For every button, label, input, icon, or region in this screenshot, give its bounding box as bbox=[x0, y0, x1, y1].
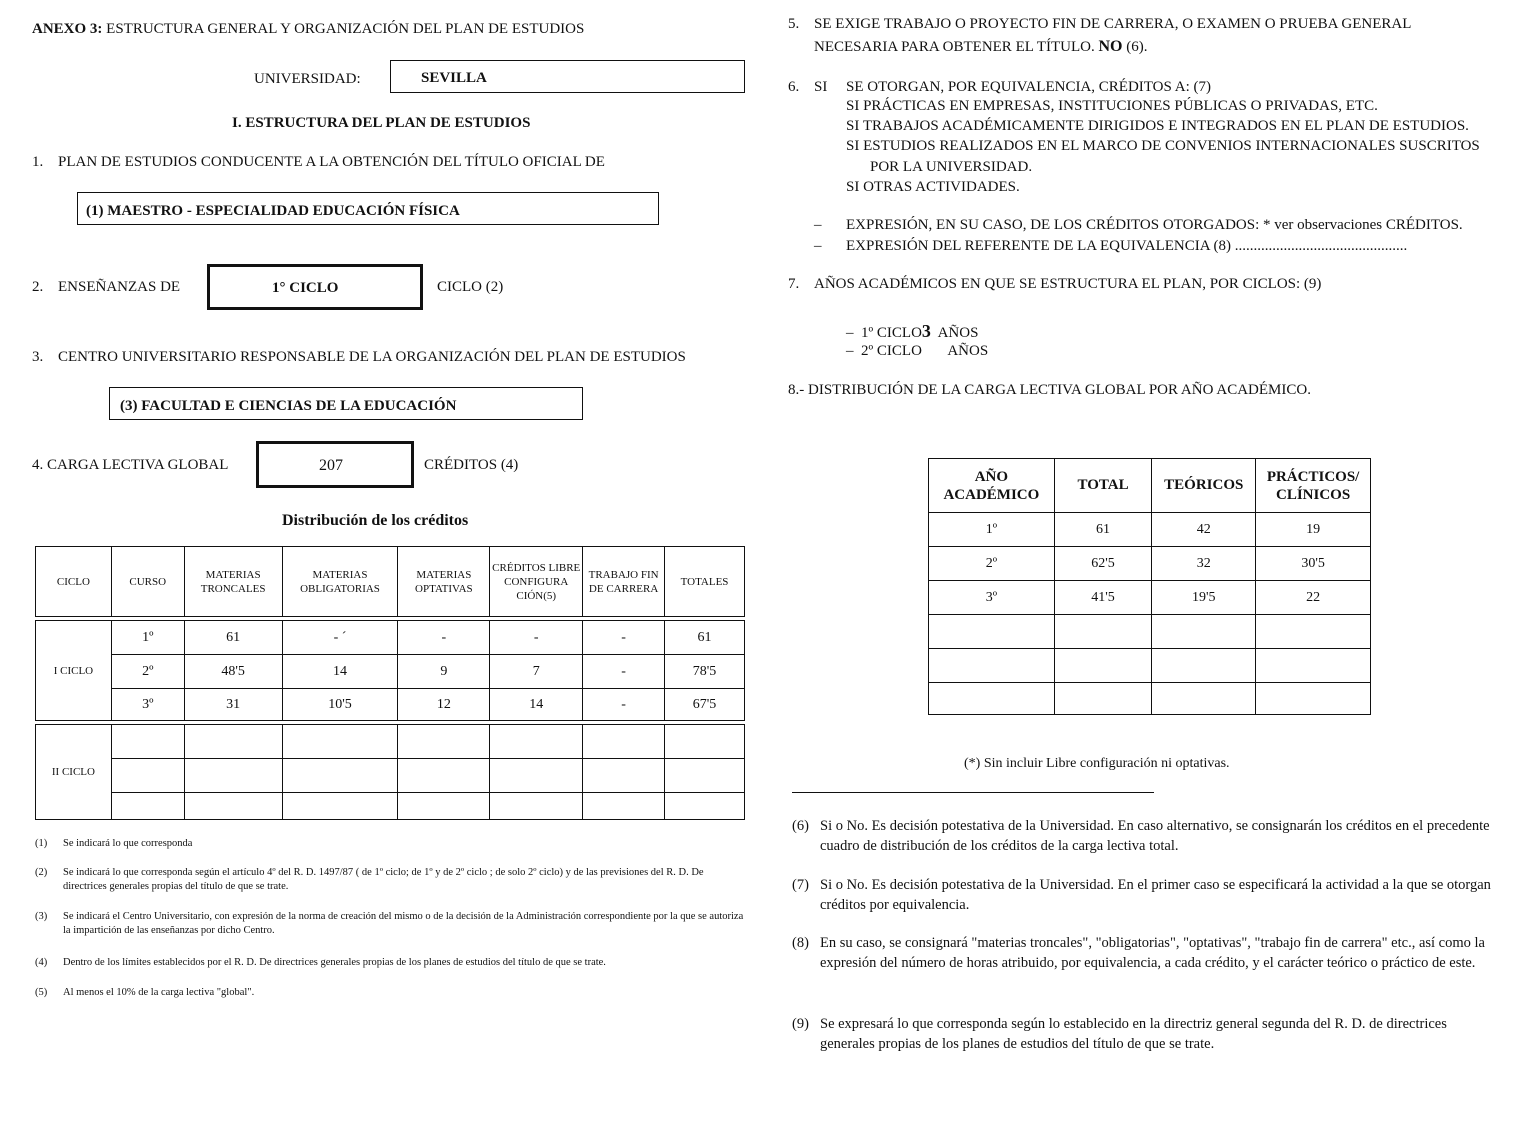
table-cell: 2º bbox=[929, 547, 1055, 581]
cycle2-years-line bbox=[846, 343, 988, 360]
cycle-label: II CICLO bbox=[36, 725, 112, 820]
table-cell: 14 bbox=[490, 689, 583, 721]
item3-text: CENTRO UNIVERSITARIO RESPONSABLE DE LA ORGANIZACIÓN DEL PLAN DE ESTUDIOS bbox=[58, 349, 686, 365]
footnote-number: (5) bbox=[35, 987, 48, 998]
table-cell: 61 bbox=[1054, 513, 1152, 547]
table-cell: - ´ bbox=[282, 621, 398, 655]
table-row bbox=[36, 793, 745, 820]
table-row bbox=[929, 513, 1371, 547]
cycle1-label: 1º CICLO bbox=[861, 325, 922, 341]
credits-distribution-table bbox=[35, 546, 745, 820]
item1-text: PLAN DE ESTUDIOS CONDUCENTE A LA OBTENCIÓN DEL TÍTULO OFICIAL DE bbox=[58, 154, 605, 170]
item6-text: SE OTORGAN, POR EQUIVALENCIA, CRÉDITOS A: (7) bbox=[846, 79, 1212, 95]
table-cell: 32 bbox=[1152, 547, 1256, 581]
table-cell: - bbox=[583, 655, 665, 689]
table-cell: 1º bbox=[929, 513, 1055, 547]
column-header: CURSO bbox=[111, 547, 184, 617]
column-header: MATERIAS TRONCALES bbox=[184, 547, 282, 617]
table-note: (*) Sin incluir Libre configuración ni optativas. bbox=[964, 756, 1230, 771]
table-row bbox=[929, 547, 1371, 581]
column-header: TOTAL bbox=[1054, 459, 1152, 513]
table-row bbox=[929, 683, 1371, 715]
footnote-text: En su caso, se consignará "materias troncales", "obligatorias", "optativas", "trabajo fin de carrera" etc., así como la expresión del número de horas atribuido, por equivalencia, a cada crédito, y el carácter teórico o práctico de este. bbox=[820, 935, 1485, 971]
footnote-text: Se expresará lo que corresponda según lo establecido en la directriz general segunda del R. D. de directrices generales propias de los planes de estudios del título de que se trate. bbox=[820, 1016, 1447, 1052]
footnote-number: (4) bbox=[35, 957, 48, 968]
expression-equivalence: EXPRESIÓN DEL REFERENTE DE LA EQUIVALENCIA (8) .............................................. bbox=[846, 238, 1408, 254]
table-cell: 78'5 bbox=[665, 655, 745, 689]
footnote bbox=[792, 875, 1504, 915]
table-cell: 19 bbox=[1256, 513, 1371, 547]
footnote-number: (7) bbox=[792, 877, 809, 893]
cycle2-unit: AÑOS bbox=[947, 343, 989, 359]
cycle-value: 1° CICLO bbox=[272, 280, 339, 296]
item5-answer: NO bbox=[1098, 38, 1123, 55]
item2-label: ENSEÑANZAS DE bbox=[58, 279, 181, 295]
table-cell: 19'5 bbox=[1152, 581, 1256, 615]
item7-text: AÑOS ACADÉMICOS EN QUE SE ESTRUCTURA EL PLAN, POR CICLOS: (9) bbox=[814, 276, 1322, 292]
item6-line: SI TRABAJOS ACADÉMICAMENTE DIRIGIDOS E INTEGRADOS EN EL PLAN DE ESTUDIOS. bbox=[846, 118, 1469, 134]
item5-text-b-line bbox=[814, 38, 1147, 56]
footnote bbox=[35, 956, 747, 970]
table-row bbox=[36, 689, 745, 721]
dash: – bbox=[814, 238, 822, 254]
table-cell: 2º bbox=[111, 655, 184, 689]
footnote-text: Se indicará el Centro Universitario, con expresión de la norma de creación del mismo o de la decisión de la Administración correspondiente por la que se autoriza la impartición de las enseñanzas por dicho Centro. bbox=[63, 911, 744, 936]
degree-title-value: (1) MAESTRO - ESPECIALIDAD EDUCACIÓN FÍSICA bbox=[86, 203, 460, 219]
footnote-text: Si o No. Es decisión potestativa de la Universidad. En caso alternativo, se consignarán los créditos en el precedente cuadro de distribución de los créditos de la carga lectiva total. bbox=[820, 818, 1490, 854]
table-row bbox=[36, 655, 745, 689]
year-distribution-table bbox=[928, 458, 1371, 715]
table-row bbox=[929, 649, 1371, 683]
table-cell: 3º bbox=[111, 689, 184, 721]
cycle1-unit: AÑOS bbox=[937, 325, 979, 341]
annex-heading bbox=[32, 21, 584, 38]
footnote-number: (9) bbox=[792, 1016, 809, 1032]
item1-num: 1. bbox=[32, 154, 44, 170]
table-cell: 31 bbox=[184, 689, 282, 721]
footnote-number: (6) bbox=[792, 818, 809, 834]
dash: – bbox=[846, 325, 854, 341]
table-header-row bbox=[36, 547, 745, 617]
section-title: I. ESTRUCTURA DEL PLAN DE ESTUDIOS bbox=[232, 115, 531, 131]
table-cell: 62'5 bbox=[1054, 547, 1152, 581]
footnote bbox=[35, 986, 747, 1000]
footnote-number: (8) bbox=[792, 935, 809, 951]
footnote-text: Se indicará lo que corresponda bbox=[63, 838, 193, 849]
footnote-text: Al menos el 10% de la carga lectiva "global". bbox=[63, 987, 255, 998]
item6-num: 6. bbox=[788, 79, 800, 95]
table-cell: 42 bbox=[1152, 513, 1256, 547]
dash: – bbox=[846, 343, 854, 359]
degree-title-field bbox=[77, 192, 659, 225]
table-row bbox=[929, 581, 1371, 615]
footnote bbox=[792, 816, 1504, 856]
dash: – bbox=[814, 217, 822, 233]
item6-line: SI ESTUDIOS REALIZADOS EN EL MARCO DE CONVENIOS INTERNACIONALES SUSCRITOS bbox=[846, 138, 1480, 154]
column-header: CRÉDITOS LIBRE CONFIGURA CIÓN(5) bbox=[490, 547, 583, 617]
annex-label: ANEXO 3: bbox=[32, 21, 103, 37]
center-field bbox=[109, 387, 583, 420]
column-header: TRABAJO FIN DE CARRERA bbox=[583, 547, 665, 617]
item4-suffix: CRÉDITOS (4) bbox=[424, 457, 519, 473]
item6-line: SI OTRAS ACTIVIDADES. bbox=[846, 179, 1020, 195]
credits-field bbox=[256, 441, 414, 488]
footnote bbox=[792, 1014, 1504, 1054]
table-cell: 3º bbox=[929, 581, 1055, 615]
footnote-text: Si o No. Es decisión potestativa de la Universidad. En el primer caso se especificará la actividad a la que se otorgan créditos por equivalencia. bbox=[820, 877, 1491, 913]
table-cell: 61 bbox=[184, 621, 282, 655]
item6-line: SI PRÁCTICAS EN EMPRESAS, INSTITUCIONES PÚBLICAS O PRIVADAS, ETC. bbox=[846, 98, 1378, 114]
column-header: PRÁCTICOS/ CLÍNICOS bbox=[1256, 459, 1371, 513]
column-header: TEÓRICOS bbox=[1152, 459, 1256, 513]
item4-label: 4. CARGA LECTIVA GLOBAL bbox=[32, 457, 229, 473]
column-header: MATERIAS OPTATIVAS bbox=[398, 547, 490, 617]
university-value: SEVILLA bbox=[421, 70, 487, 86]
column-header: AÑO ACADÉMICO bbox=[929, 459, 1055, 513]
item6-line: POR LA UNIVERSIDAD. bbox=[870, 159, 1033, 175]
cycle-field bbox=[207, 264, 423, 310]
cycle1-years: 3 bbox=[921, 321, 931, 341]
annex-title: ESTRUCTURA GENERAL Y ORGANIZACIÓN DEL PLAN DE ESTUDIOS bbox=[106, 21, 585, 37]
table-cell: - bbox=[490, 621, 583, 655]
table-cell: 14 bbox=[282, 655, 398, 689]
table-cell: 67'5 bbox=[665, 689, 745, 721]
footnote-number: (2) bbox=[35, 867, 48, 878]
table-cell: 12 bbox=[398, 689, 490, 721]
item2-num: 2. bbox=[32, 279, 44, 295]
university-label: UNIVERSIDAD: bbox=[254, 71, 361, 87]
item8-text: 8.- DISTRIBUCIÓN DE LA CARGA LECTIVA GLOBAL POR AÑO ACADÉMICO. bbox=[788, 382, 1311, 398]
item5-text-b: NECESARIA PARA OBTENER EL TÍTULO. bbox=[814, 39, 1095, 55]
item7-num: 7. bbox=[788, 276, 800, 292]
table-cell: 7 bbox=[490, 655, 583, 689]
item6-si: SI bbox=[814, 79, 828, 95]
university-field bbox=[390, 60, 745, 93]
cycle2-label: 2º CICLO bbox=[861, 343, 922, 359]
credits-value: 207 bbox=[319, 457, 343, 474]
footnote bbox=[35, 837, 747, 851]
column-header: CICLO bbox=[36, 547, 112, 617]
cycle-label: I CICLO bbox=[36, 621, 112, 721]
item5-ref: (6). bbox=[1126, 39, 1148, 55]
table-cell: 30'5 bbox=[1256, 547, 1371, 581]
column-header: TOTALES bbox=[665, 547, 745, 617]
table-row bbox=[929, 615, 1371, 649]
table-cell: 61 bbox=[665, 621, 745, 655]
table-row bbox=[36, 621, 745, 655]
item5-num: 5. bbox=[788, 16, 800, 32]
table-cell: - bbox=[398, 621, 490, 655]
expression-credits: EXPRESIÓN, EN SU CASO, DE LOS CRÉDITOS OTORGADOS: * ver observaciones CRÉDITOS. bbox=[846, 217, 1463, 233]
footnote-text: Se indicará lo que corresponda según el artículo 4º del R. D. 1497/87 ( de 1º ciclo; de 1º y de 2º ciclo ; de solo 2º ciclo) y de las previsiones del R. D. De directrices generales propias del título de que se trate. bbox=[63, 867, 704, 892]
table-cell: 10'5 bbox=[282, 689, 398, 721]
cycle1-years-line bbox=[846, 321, 978, 342]
table-cell: 1º bbox=[111, 621, 184, 655]
table-cell: 22 bbox=[1256, 581, 1371, 615]
footnote bbox=[792, 933, 1504, 973]
table-cell: 48'5 bbox=[184, 655, 282, 689]
table-row bbox=[36, 725, 745, 759]
footnote-divider bbox=[792, 792, 1154, 793]
table-cell: 9 bbox=[398, 655, 490, 689]
footnote-number: (1) bbox=[35, 838, 48, 849]
column-header: MATERIAS OBLIGATORIAS bbox=[282, 547, 398, 617]
table-header-row bbox=[929, 459, 1371, 513]
table-cell: - bbox=[583, 689, 665, 721]
item2-suffix: CICLO (2) bbox=[437, 279, 504, 295]
footnote bbox=[35, 866, 747, 894]
center-value: (3) FACULTAD E CIENCIAS DE LA EDUCACIÓN bbox=[120, 398, 457, 414]
distribution-title: Distribución de los créditos bbox=[282, 512, 469, 529]
table-cell: - bbox=[583, 621, 665, 655]
item5-text-a: SE EXIGE TRABAJO O PROYECTO FIN DE CARRERA, O EXAMEN O PRUEBA GENERAL bbox=[814, 16, 1412, 32]
footnote-text: Dentro de los límites establecidos por el R. D. De directrices generales propias de los planes de estudios del título de que se trate. bbox=[63, 957, 606, 968]
footnote-number: (3) bbox=[35, 911, 48, 922]
footnote bbox=[35, 910, 747, 938]
table-cell: 41'5 bbox=[1054, 581, 1152, 615]
table-row bbox=[36, 759, 745, 793]
item3-num: 3. bbox=[32, 349, 44, 365]
